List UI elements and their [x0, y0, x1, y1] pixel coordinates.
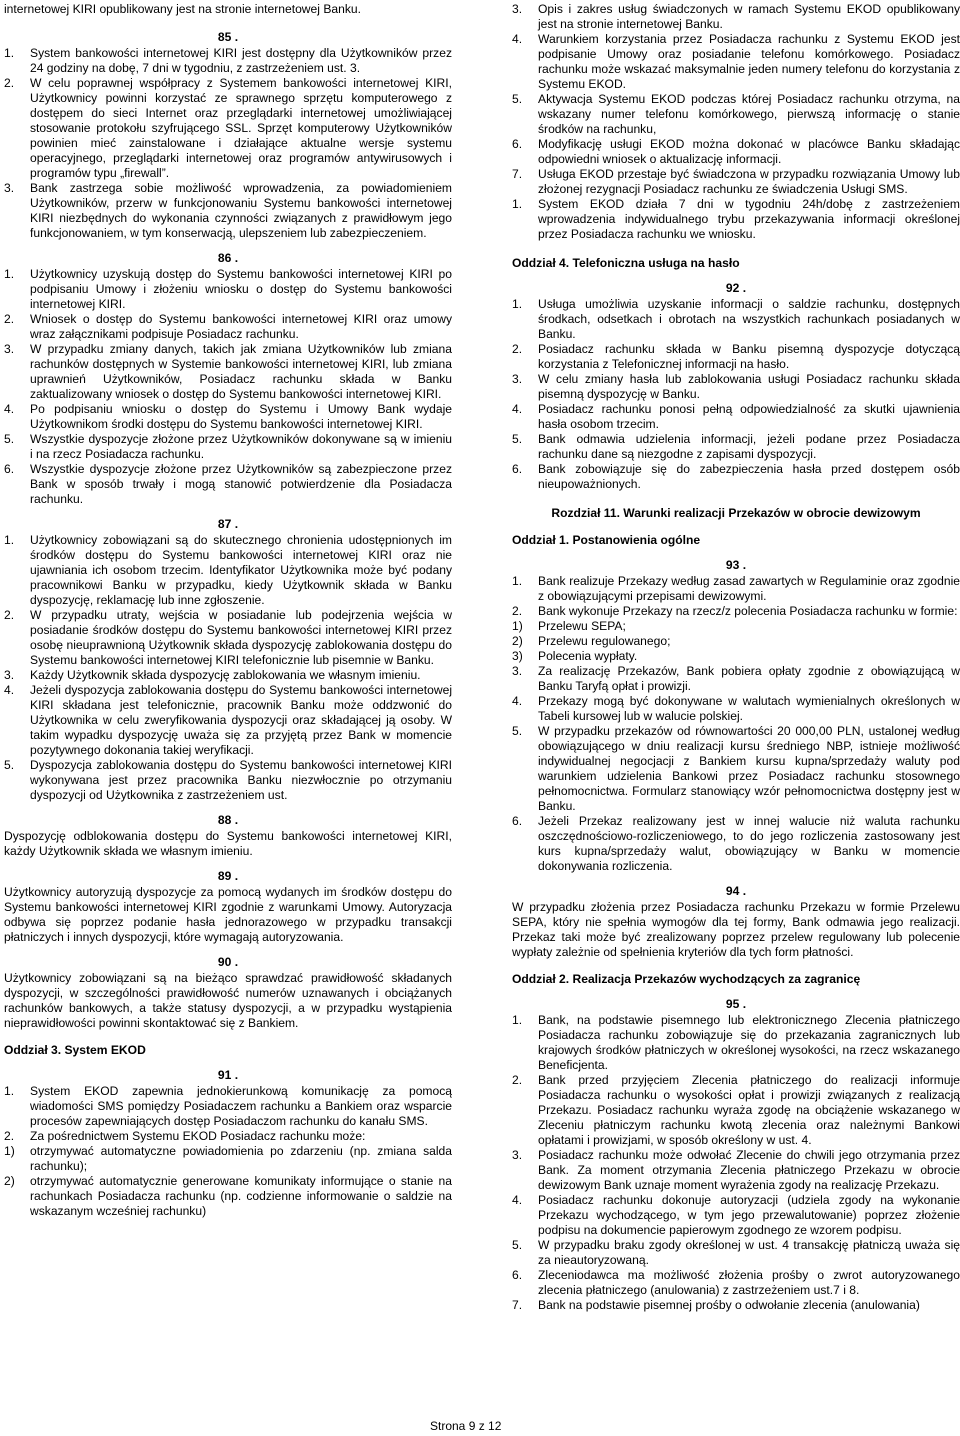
item-text: Posiadacz rachunku ponosi pełną odpowiedzialność za skutki ujawnienia hasła osobom trzecim. — [538, 402, 960, 431]
item-number: 2. — [512, 604, 523, 618]
item-number: 2) — [4, 1174, 15, 1188]
item-text: Wniosek o dostęp do Systemu bankowości internetowej KIRI oraz umowy wraz załącznikami podpisuje Posiadacz rachunku. — [30, 312, 452, 341]
oddzial-4-heading: Oddział 4. Telefoniczna usługa na hasło — [512, 256, 740, 270]
list-item — [4, 668, 452, 683]
list-item — [512, 372, 960, 402]
item-text: System EKOD działa 7 dni w tygodniu 24h/dobę z zastrzeżeniem wprowadzenia indywidualnego trybu przekazywania informacji określonej przez Posiadacza rachunku we wniosku. — [538, 197, 960, 241]
section-91-continued-list — [512, 2, 960, 242]
item-number: 1. — [512, 197, 523, 211]
item-text: Po podpisaniu wniosku o dostęp do Systemu i Umowy Bank wydaje Użytkownikom środki dostępu do Systemu bankowości internetowej KIRI. — [30, 402, 452, 431]
section-94-title: 94 . — [725, 884, 747, 898]
item-text: W celu poprawnej współpracy z Systemem bankowości internetowej KIRI, Użytkownicy powinni korzystać ze sprawnego sprzętu komputerowego z dostępem do sieci Internet oraz przeglądarki internetowej umożliwiającej stosowanie protokołu szyfrującego SSL. Sprzęt komputerowy Użytkowników powinien mieć zainstalowane i działające aktualne wersje systemu operacyjnego, przeglądarki internetowej oraz programów antywirusowych i programów typu „firewall”. — [30, 76, 452, 180]
item-text: Polecenia wypłaty. — [538, 649, 638, 663]
list-item — [512, 814, 960, 874]
rozdzial-11-heading: Rozdział 11. Warunki realizacji Przekazów w obrocie dewizowym — [551, 506, 921, 520]
list-item — [512, 167, 960, 197]
item-text: Przelewu regulowanego; — [538, 634, 671, 648]
item-text: Bank zastrzega sobie możliwość wprowadzenia, za powiadomieniem Użytkowników, przerw w funkcjonowaniu Systemu bankowości internetowej KIRI niezbędnych do wykonania czynności związanych z prawidłowym jego funkcjonowaniem, w tym konserwacją, ulepszeniem lub zabezpieczeniem. — [30, 181, 452, 240]
left-column — [4, 2, 452, 1219]
section-93-title: 93 . — [725, 558, 747, 572]
item-number: 2. — [512, 342, 523, 356]
section-86-title: 86 . — [217, 251, 239, 265]
list-item — [512, 432, 960, 462]
section-95-list — [512, 1013, 960, 1313]
item-number: 3) — [512, 649, 523, 663]
list-item — [512, 32, 960, 92]
item-number: 4. — [512, 1193, 523, 1207]
item-number: 2. — [4, 76, 15, 90]
list-item — [512, 694, 960, 724]
list-item — [512, 342, 960, 372]
sub-list-item — [512, 634, 960, 649]
item-text: Jeżeli Przekaz realizowany jest w innej walucie niż waluta rachunku oszczędnościowo-rozliczeniowego, to do jego rozliczenia zastosowany jest kurs kupna/sprzedaży walut, obowiązujący w Banku w momencie dokonywania rozliczenia. — [538, 814, 960, 873]
item-text: Użytkownicy zobowiązani są do skutecznego chronienia udostępnionych im środków dostępu do Systemu bankowości internetowej KIRI oraz nie ujawniania ich osobom trzecim. Identyfikator Użytkownika może być podany pracownikowi Banku w przypadku, kiedy Użytkownik składa w Banku dyspozycję, reklamację lub inne zgłoszenie. — [30, 533, 452, 607]
item-number: 2. — [4, 312, 15, 326]
item-text: Warunkiem korzystania przez Posiadacza rachunku z Systemu EKOD jest podpisanie Umowy oraz posiadanie telefonu komórkowego. Posiadacz rachunku może wskazać maksymalnie jeden numery telefonu do korzystania z Systemu EKOD. — [538, 32, 960, 91]
list-item — [512, 1073, 960, 1148]
item-text: otrzymywać automatyczne powiadomienia po zdarzeniu (np. zmiana salda rachunku); — [30, 1144, 452, 1173]
list-item — [512, 402, 960, 432]
list-item — [512, 2, 960, 32]
item-number: 6. — [512, 137, 523, 151]
item-number: 1) — [4, 1144, 15, 1158]
item-number: 3. — [512, 372, 523, 386]
item-text: Bank, na podstawie pisemnego lub elektronicznego Zlecenia płatniczego Posiadacza rachunku zobowiązuje się do przekazania zagranicznych lub krajowych środków płatniczych w określonej wysokości, na rzecz wskazanego Beneficjenta. — [538, 1013, 960, 1072]
item-text: W przypadku zmiany danych, takich jak zmiana Użytkowników lub zmiana rachunków dostępnych w Systemie bankowości internetowej KIRI, lub zmiana uprawnień Użytkowników, Posiadacz rachunku składa w Banku zaktualizowany wniosek o dostęp do Systemu bankowości internetowej KIRI. — [30, 342, 452, 401]
section-90-text: Użytkownicy zobowiązani są na bieżąco sprawdzać prawidłowość składanych dyspozycji, w szczególności prawidłowość numerów uznawanych i obciążanych rachunków bankowych, a także statusy dyspozycji, a w przypadku wystąpienia nieprawidłowości powinni skontaktować się z Bankiem. — [4, 971, 452, 1030]
section-87-list — [4, 533, 452, 803]
sub-list-item — [512, 649, 960, 664]
section-91-title: 91 . — [217, 1068, 239, 1082]
section-88-text: Dyspozycję odblokowania dostępu do Systemu bankowości internetowej KIRI, każdy Użytkownik składa we własnym imieniu. — [4, 829, 452, 858]
item-text: Bank zobowiązuje się do zabezpieczenia hasła przed dostępem osób nieupoważnionych. — [538, 462, 960, 491]
section-85-list — [4, 46, 452, 241]
section-89-text: Użytkownicy autoryzują dyspozycje za pomocą wydanych im środków dostępu do Systemu bankowości internetowej KIRI zgodnie z warunkami Umowy. Autoryzacja odbywa się poprzez podanie hasła jednorazowego w przypadku transakcji płatniczych i innych dyspozycji, które wymagają autoryzowania. — [4, 885, 452, 944]
item-number: 5. — [512, 1238, 523, 1252]
item-text: otrzymywać automatycznie generowane komunikaty informujące o stanie na rachunkach Posiadacza rachunku (np. codzienne informowanie o saldzie na wskazanym wcześniej rachunku) — [30, 1174, 452, 1218]
section-91-sublist — [4, 1144, 452, 1219]
item-number: 3. — [4, 342, 15, 356]
page-number: Strona 9 z 12 — [430, 1419, 502, 1433]
section-92-title: 92 . — [725, 281, 747, 295]
section-86-list — [4, 267, 452, 507]
item-number: 6. — [512, 814, 523, 828]
list-item — [4, 1084, 452, 1129]
list-item — [512, 1298, 960, 1313]
item-number: 4. — [512, 694, 523, 708]
section-89-title: 89 . — [217, 869, 239, 883]
item-number: 2. — [512, 1073, 523, 1087]
list-item — [4, 533, 452, 608]
item-text: Jeżeli dyspozycja zablokowania dostępu do Systemu bankowości internetowej KIRI składana jest telefonicznie, pracownik Banku może oddzwonić do Użytkownika w celu zweryfikowania dyspozycji oraz składającej ją osoby. W takim wypadku dyspozycję uważa się za przyjętą przez Bank w momencie pozytywnego dokonania takiej weryfikacji. — [30, 683, 452, 757]
item-text: Bank realizuje Przekazy według zasad zawartych w Regulaminie oraz zgodnie z obowiązującymi przepisami dewizowymi. — [538, 574, 960, 603]
item-number: 1. — [4, 1084, 15, 1098]
section-92-list — [512, 297, 960, 492]
list-item — [512, 92, 960, 137]
list-item — [4, 432, 452, 462]
item-number: 7. — [512, 1298, 523, 1312]
item-text: W przypadku przekazów od równowartości 20 000,00 PLN, ustalonej według obowiązującego w dniu realizacji kursu średniego NBP, istnieje możliwość indywidualnej negocjacji z Bankiem kursu kupna/sprzedaży waluty pod warunkiem udzielenia Bankowi przez Posiadacz rachunku stosownego pełnomocnictwa. Formularz stanowiący wzór pełnomocnictwa dostępny jest w Banku. — [538, 724, 960, 813]
section-90-title: 90 . — [217, 955, 239, 969]
list-item — [512, 574, 960, 604]
list-item — [4, 46, 452, 76]
item-number: 3. — [4, 668, 15, 682]
item-text: Posiadacz rachunku może odwołać Zlecenie do chwili jego otrzymania przez Bank. Za moment otrzymania Zlecenia płatniczego Przekazu w obrocie dewizowym Bank uznaje moment wyrażenia zgody na realizację Przekazu. — [538, 1148, 960, 1192]
item-text: Wszystkie dyspozycje złożone przez Użytkowników dokonywane są w imieniu i na rzecz Posiadacza rachunku. — [30, 432, 452, 461]
section-93-sublist — [512, 619, 960, 664]
intro-text: internetowej KIRI opublikowany jest na stronie internetowej Banku. — [4, 2, 361, 16]
item-text: System EKOD zapewnia jednokierunkową komunikację za pomocą wiadomości SMS pomiędzy Posiadaczem rachunku a Bankiem oraz wsparcie procesów zapewniających dostęp Posiadaczom rachunku do kanału SMS. — [30, 1084, 452, 1128]
item-number: 3. — [512, 1148, 523, 1162]
item-number: 5. — [4, 758, 15, 772]
item-number: 6. — [4, 462, 15, 476]
list-item — [4, 312, 452, 342]
item-text: System bankowości internetowej KIRI jest dostępny dla Użytkowników przez 24 godziny na dobę, 7 dni w tygodniu, z zastrzeżeniem ust. 3. — [30, 46, 452, 75]
list-item — [4, 402, 452, 432]
item-number: 5. — [512, 432, 523, 446]
item-text: Modyfikację usługi EKOD można dokonać w placówce Banku składając odpowiedni wniosek o aktualizację informacji. — [538, 137, 960, 166]
item-number: 3. — [512, 664, 523, 678]
item-number: 5. — [512, 92, 523, 106]
section-88-title: 88 . — [217, 813, 239, 827]
sub-list-item — [512, 619, 960, 634]
list-item — [4, 267, 452, 312]
item-text: Za pośrednictwem Systemu EKOD Posiadacz rachunku może: — [30, 1129, 366, 1143]
list-item — [512, 197, 960, 242]
item-number: 2. — [4, 608, 15, 622]
item-text: Posiadacz rachunku dokonuje autoryzacji (udziela zgody na wykonanie Przekazu wychodzącego, w tym jego przewalutowanie) poprzez złożenie podpisu na dokumencie papierowym zgodnego ze wzorem podpisu. — [538, 1193, 960, 1237]
item-text: Zleceniodawca ma możliwość złożenia prośby o zwrot autoryzowanego zlecenia płatniczego (anulowania) z zastrzeżeniem ust.7 i 8. — [538, 1268, 960, 1297]
item-number: 1. — [4, 533, 15, 547]
item-number: 1. — [4, 267, 15, 281]
item-text: Usługa EKOD przestaje być świadczona w przypadku rozwiązania Umowy lub złożonej rezygnacji Posiadacz rachunku ze świadczenia Usługi SMS. — [538, 167, 960, 196]
item-text: Przelewu SEPA; — [538, 619, 626, 633]
item-text: Każdy Użytkownik składa dyspozycję zablokowania we własnym imieniu. — [30, 668, 421, 682]
item-number: 4. — [4, 402, 15, 416]
list-item — [4, 1129, 452, 1144]
item-text: W przypadku braku zgody określonej w ust. 4 transakcję płatniczą uważa się za nieautoryzowaną. — [538, 1238, 960, 1267]
item-text: W przypadku utraty, wejścia w posiadanie lub podejrzenia wejścia w posiadanie środków dostępu do Systemu bankowości internetowej KIRI przez osobę nieuprawnioną Użytkownik składa dyspozycję zablokowania dostępu do Systemu bankowości internetowej KIRI telefonicznie lub pisemnie w Banku. — [30, 608, 452, 667]
item-text: W celu zmiany hasła lub zablokowania usługi Posiadacz rachunku składa pisemną dyspozycję w Banku. — [538, 372, 960, 401]
list-item — [4, 181, 452, 241]
oddzial-3-heading: Oddział 3. System EKOD — [4, 1043, 146, 1057]
list-item — [4, 342, 452, 402]
section-95-title: 95 . — [725, 997, 747, 1011]
sub-list-item — [4, 1144, 452, 1174]
section-93-list-2 — [512, 664, 960, 874]
item-text: Bank wykonuje Przekazy na rzecz/z polecenia Posiadacza rachunku w formie: — [538, 604, 958, 618]
item-number: 4. — [512, 402, 523, 416]
item-text: Bank odmawia udzielenia informacji, jeżeli podane przez Posiadacza rachunku dane są niezgodne z zapisami dyspozycji. — [538, 432, 960, 461]
list-item — [512, 604, 960, 619]
item-number: 3. — [512, 2, 523, 16]
item-number: 6. — [512, 1268, 523, 1282]
item-number: 3. — [4, 181, 15, 195]
item-number: 2. — [4, 1129, 15, 1143]
section-85-title: 85 . — [217, 30, 239, 44]
item-text: Opis i zakres usług świadczonych w ramach Systemu EKOD opublikowany jest na stronie internetowej Banku. — [538, 2, 960, 31]
list-item — [4, 608, 452, 668]
list-item — [4, 462, 452, 507]
item-number: 6. — [512, 462, 523, 476]
list-item — [4, 683, 452, 758]
item-number: 5. — [512, 724, 523, 738]
list-item — [4, 76, 452, 181]
item-text: Dyspozycja zablokowania dostępu do Systemu bankowości internetowej KIRI wykonywana jest przez pracownika Banku niezwłocznie po otrzymaniu dyspozycji od Użytkownika z zastrzeżeniem ust. — [30, 758, 452, 802]
item-text: Za realizację Przekazów, Bank pobiera opłaty zgodnie z obowiązującą w Banku Taryfą opłat i prowizji. — [538, 664, 960, 693]
section-93-list — [512, 574, 960, 619]
item-number: 4. — [512, 32, 523, 46]
item-number: 1. — [512, 1013, 523, 1027]
list-item — [512, 137, 960, 167]
item-text: Bank na podstawie pisemnej prośby o odwołanie zlecenia (anulowania) — [538, 1298, 920, 1312]
item-number: 1. — [4, 46, 15, 60]
section-91-list — [4, 1084, 452, 1144]
list-item — [512, 1238, 960, 1268]
item-text: Użytkownicy uzyskują dostęp do Systemu bankowości internetowej KIRI po podpisaniu Umowy i złożeniu wniosku o dostęp do Systemu bankowości internetowej KIRI. — [30, 267, 452, 311]
item-number: 1) — [512, 619, 523, 633]
item-number: 5. — [4, 432, 15, 446]
item-text: Przekazy mogą być dokonywane w walutach wymienialnych określonych w Tabeli kursowej lub w walucie polskiej. — [538, 694, 960, 723]
item-number: 7. — [512, 167, 523, 181]
section-87-title: 87 . — [217, 517, 239, 531]
item-number: 1. — [512, 574, 523, 588]
sub-list-item — [4, 1174, 452, 1219]
right-column — [512, 2, 960, 1313]
list-item — [512, 1013, 960, 1073]
item-text: Bank przed przyjęciem Zlecenia płatniczego do realizacji informuje Posiadacza rachunku o wysokości opłat i prowizji związanych z realizacją Przekazu. Posiadacz rachunku wyraża zgodę na obciążenie wskazanego w Zleceniu płatniczym rachunku kwotą zlecenia oraz należnymi Bankowi opłatami i prowizjami, w sposób określony w ust. 4. — [538, 1073, 960, 1147]
list-item — [512, 724, 960, 814]
oddzial-1-heading: Oddział 1. Postanowienia ogólne — [512, 533, 701, 547]
list-item — [4, 758, 452, 803]
item-number: 4. — [4, 683, 15, 697]
section-94-text: W przypadku złożenia przez Posiadacza rachunku Przekazu w formie Przelewu SEPA, który nie spełnia wymogów dla tej formy, Bank odmawia jego realizacji. Przekaz taki może być zrealizowany poprzez przelew regulowany lub polecenie wypłaty zależnie od spełnienia kryteriów dla tych form płatności. — [512, 900, 960, 959]
oddzial-2-heading: Oddział 2. Realizacja Przekazów wychodzących za zagranicę — [512, 972, 861, 986]
list-item — [512, 462, 960, 492]
list-item — [512, 1268, 960, 1298]
item-number: 2) — [512, 634, 523, 648]
item-text: Aktywacja Systemu EKOD podczas której Posiadacz rachunku otrzyma, na wskazany numer telefonu komórkowego, pierwszą informację o stanie środków na rachunku, — [538, 92, 960, 136]
item-text: Wszystkie dyspozycje złożone przez Użytkowników są zabezpieczone przez Bank w sposób trwały i mogą stanowić potwierdzenie dla Posiadacza rachunku. — [30, 462, 452, 506]
item-text: Posiadacz rachunku składa w Banku pisemną dyspozycje dotyczącą korzystania z Telefonicznej informacji na hasło. — [538, 342, 960, 371]
list-item — [512, 297, 960, 342]
list-item — [512, 1193, 960, 1238]
item-number: 1. — [512, 297, 523, 311]
list-item — [512, 1148, 960, 1193]
list-item — [512, 664, 960, 694]
item-text: Usługa umożliwia uzyskanie informacji o saldzie rachunku, dostępnych środkach, odsetkach i obrotach na wszystkich rachunkach posiadanych w Banku. — [538, 297, 960, 341]
